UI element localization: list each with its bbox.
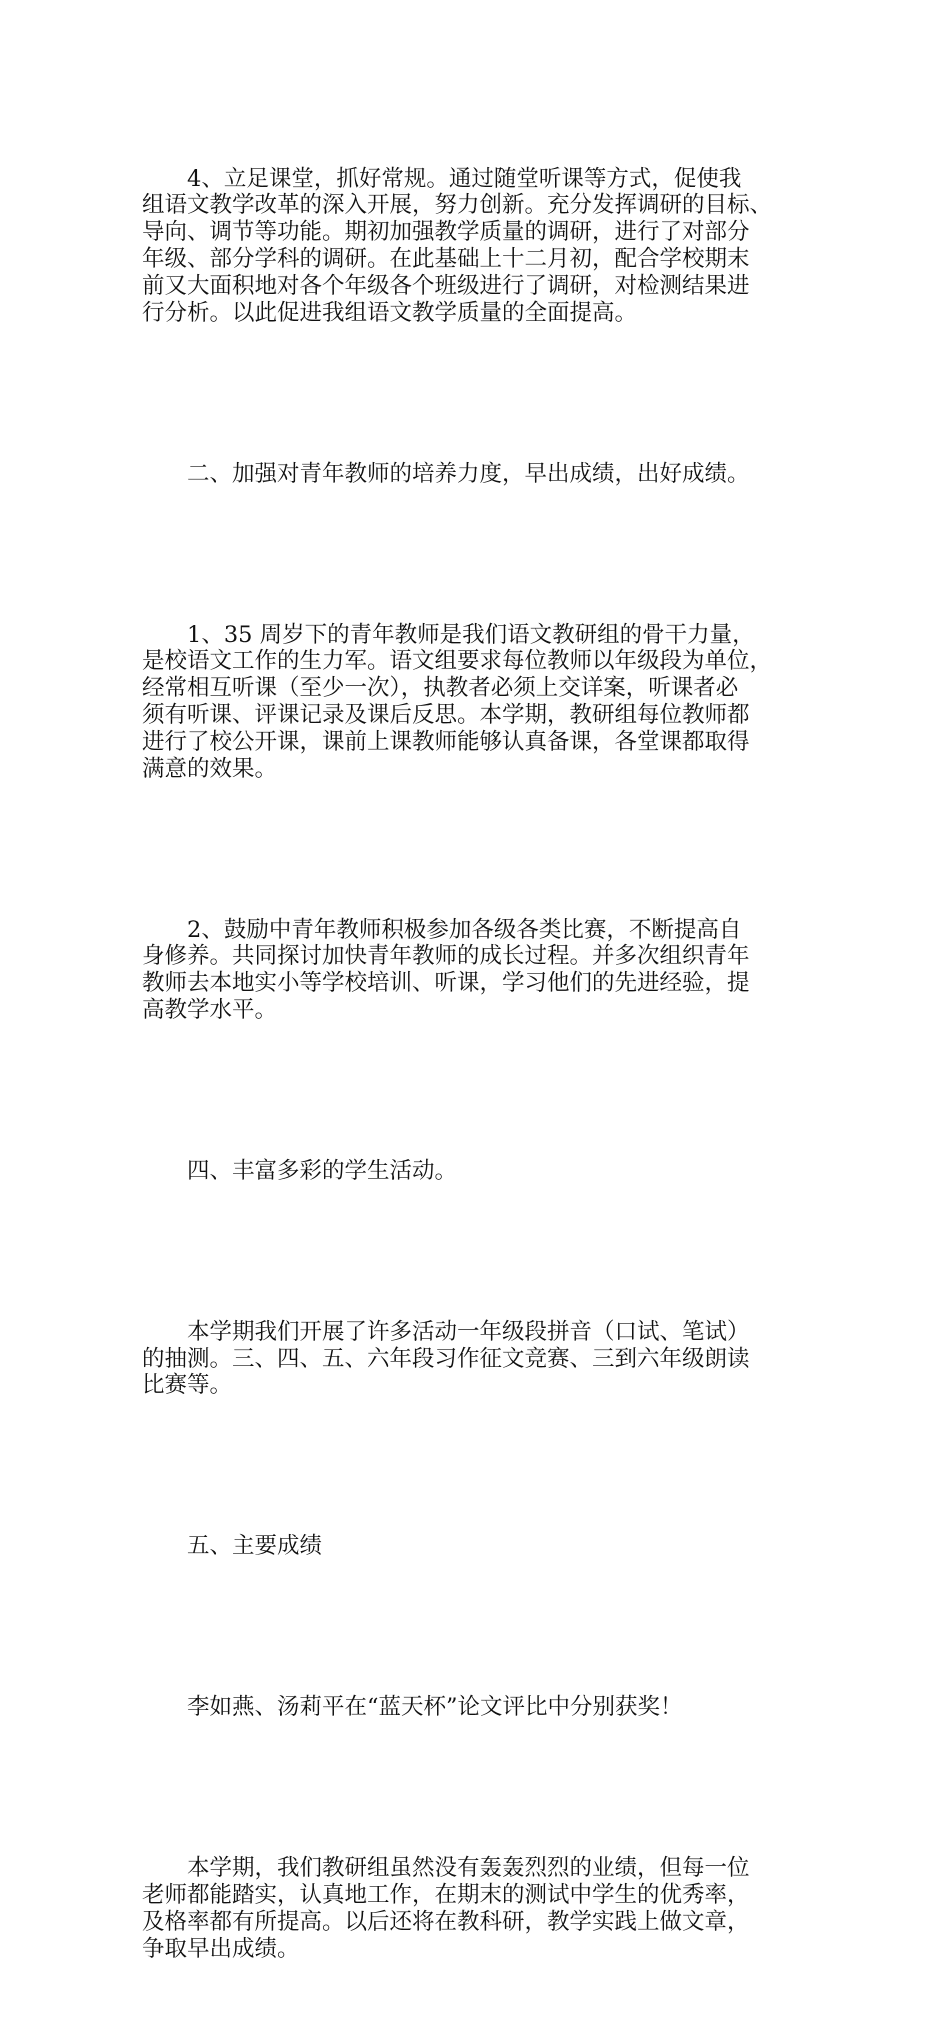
text-line: 五、主要成绩 [187,1533,323,1560]
document-page [142,112,818,2043]
paragraph-young-teachers [142,568,818,836]
paragraph-summary [142,1802,818,2016]
text-line: 2、鼓励中青年教师积极参加各级各类比赛，不断提高自 [187,916,742,943]
text-line: 比赛等。 [142,1372,233,1399]
text-line: 须有听课、评课记录及课后反思。本学期，教研组每位教师都 [142,701,750,728]
text-line: 二、加强对青年教师的培养力度，早出成绩，出好成绩。 [187,460,750,487]
text-line: 李如燕、汤莉平在“蓝天杯”论文评比中分别获奖！ [187,1694,683,1721]
paragraph-student-activities [142,1265,818,1453]
text-line: 行分析。以此促进我组语文教学质量的全面提高。 [142,299,638,326]
text-line: 身修养。共同探讨加快青年教师的成长过程。并多次组织青年 [142,943,750,970]
text-line: 本学期我们开展了许多活动一年级段拼音（口试、笔试） [187,1318,750,1345]
text-line: 年级、部分学科的调研。在此基础上十二月初，配合学校期末 [142,245,750,272]
text-line: 高教学水平。 [142,996,278,1023]
text-line: 争取早出成绩。 [142,1935,300,1962]
text-line: 的抽测。三、四、五、六年段习作征文竞赛、三到六年级朗读 [142,1345,750,1372]
text-line: 及格率都有所提高。以后还将在教科研，教学实践上做文章， [142,1909,750,1936]
paragraph-competitions [142,863,818,1077]
text-line: 四、丰富多彩的学生活动。 [187,1157,458,1184]
text-line: 老师都能踏实，认真地工作，在期末的测试中学生的优秀率， [142,1882,750,1909]
text-line: 进行了校公开课，课前上课教师能够认真备课，各堂课都取得 [142,728,750,755]
paragraph-award [142,1641,818,1775]
text-line: 1、35 周岁下的青年教师是我们语文教研组的骨干力量， [187,621,755,648]
section-heading-student-activities [142,1104,818,1238]
text-line: 是校语文工作的生力军。语文组要求每位教师以年级段为单位， [142,648,773,675]
text-line: 导向、调节等功能。期初加强教学质量的调研，进行了对部分 [142,219,750,246]
text-line: 4、立足课堂，抓好常规。通过随堂听课等方式，促使我 [187,165,742,192]
section-heading-young-teachers [142,407,818,541]
paragraph-classroom-routine [142,112,818,380]
text-line: 本学期，我们教研组虽然没有轰轰烈烈的业绩，但每一位 [187,1855,750,1882]
text-line: 满意的效果。 [142,755,278,782]
text-line: 前又大面积地对各个年级各个班级进行了调研，对检测结果进 [142,272,750,299]
text-line: 组语文教学改革的深入开展，努力创新。充分发挥调研的目标、 [142,192,773,219]
section-heading-achievements [142,1480,818,1614]
text-line: 教师去本地实小等学校培训、听课，学习他们的先进经验，提 [142,970,750,997]
text-line: 经常相互听课（至少一次），执教者必须上交详案，听课者必 [142,675,739,702]
